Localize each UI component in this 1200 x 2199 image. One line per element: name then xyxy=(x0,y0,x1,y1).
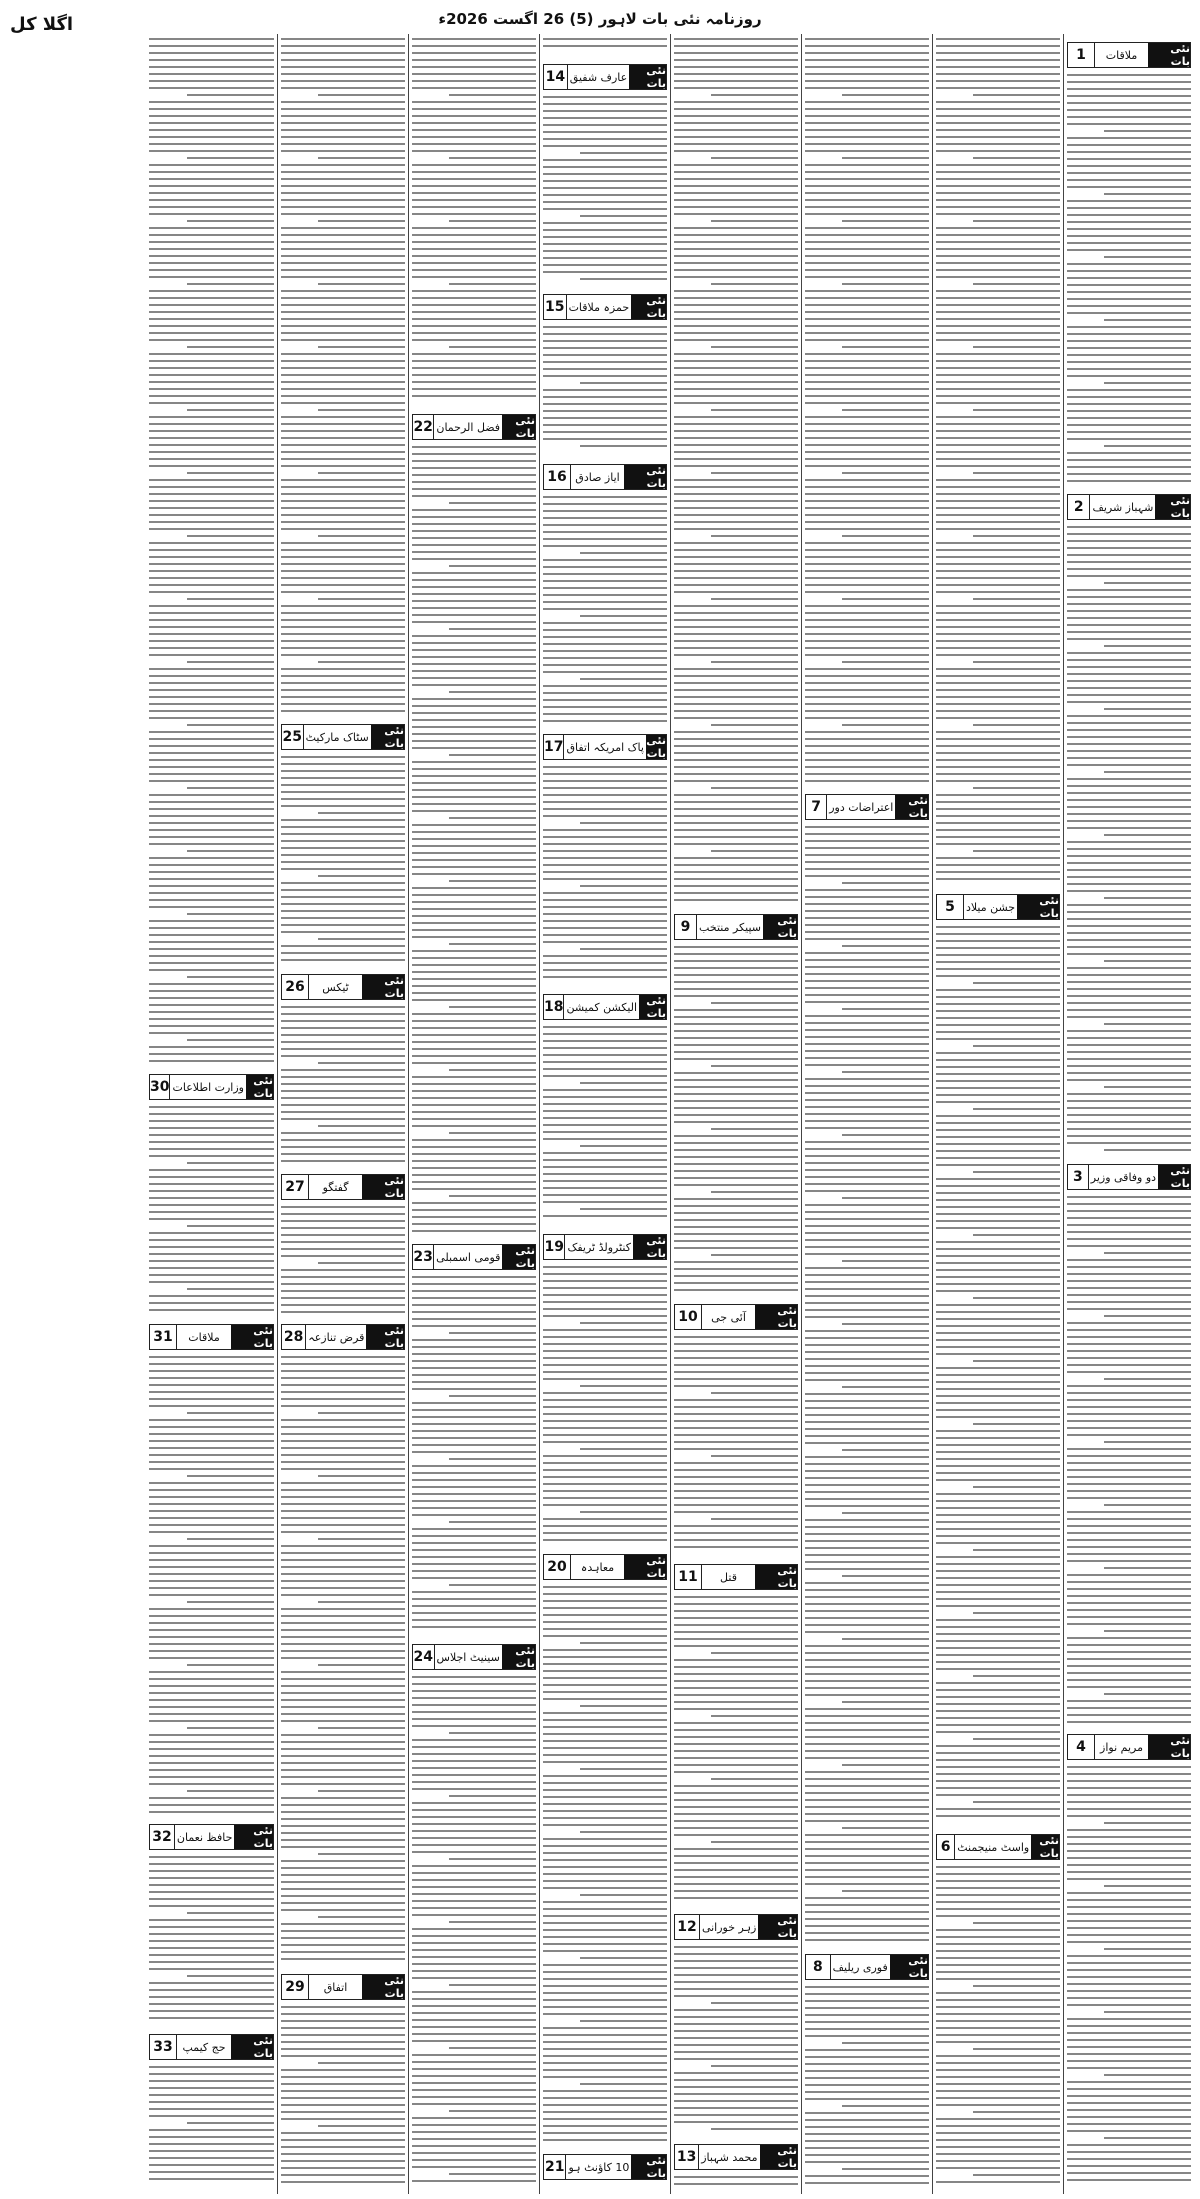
story-headline-box xyxy=(281,1324,405,1350)
date-line: روزنامہ نئی بات لاہور (5) 26 اگست 2026ء xyxy=(438,10,762,28)
article-text xyxy=(149,1356,274,1818)
story-number: 2 xyxy=(1068,495,1090,519)
brand-label: نئی بات xyxy=(624,465,666,489)
article-text xyxy=(149,1106,274,1318)
story-title: گفتگو xyxy=(322,1180,349,1194)
article-text xyxy=(543,496,667,728)
article-text xyxy=(281,1006,405,1168)
brand-label: نئی بات xyxy=(895,795,928,819)
brand-label: نئی بات xyxy=(362,975,404,999)
story-title: ملاقات xyxy=(188,1330,220,1344)
article-text xyxy=(543,1266,667,1548)
article-text xyxy=(1067,1766,1191,2190)
article-text xyxy=(281,38,405,718)
column-4 xyxy=(670,34,801,2194)
brand-label: نئی بات xyxy=(502,1245,535,1269)
story-number: 20 xyxy=(544,1555,571,1579)
story-title: جشن میلاد xyxy=(965,900,1016,914)
article-text xyxy=(281,756,405,968)
story-number: 25 xyxy=(282,725,304,749)
article-text xyxy=(936,926,1060,1828)
brand-label: نئی بات xyxy=(362,1975,404,1999)
story-number: 27 xyxy=(282,1175,309,1199)
story-title: کنٹرولڈ ٹریفک xyxy=(567,1240,631,1254)
article-text xyxy=(1067,526,1191,1158)
brand-label: نئی بات xyxy=(633,1235,666,1259)
article-text xyxy=(543,1586,667,2148)
story-headline-box xyxy=(412,414,536,440)
story-number: 5 xyxy=(937,895,964,919)
brand-label: نئی بات xyxy=(755,1305,797,1329)
brand-label: نئی بات xyxy=(231,1325,273,1349)
brand-label: نئی بات xyxy=(371,725,404,749)
story-number: 28 xyxy=(282,1325,306,1349)
article-text xyxy=(543,38,667,58)
article-text xyxy=(149,1856,274,2028)
story-headline-box xyxy=(543,1234,667,1260)
story-title: فوری ریلیف xyxy=(832,1960,888,1974)
column-5 xyxy=(539,34,670,2194)
article-text xyxy=(674,2176,798,2190)
article-text xyxy=(674,1946,798,2138)
story-headline-box xyxy=(149,1074,274,1100)
brand-label: نئی بات xyxy=(234,1825,273,1849)
article-text xyxy=(412,446,536,1238)
article-text xyxy=(149,2066,274,2190)
story-number: 4 xyxy=(1068,1735,1095,1759)
story-title: سپیکر منتخب xyxy=(699,920,761,934)
story-number: 17 xyxy=(544,735,564,759)
brand-label: نئی بات xyxy=(755,1565,797,1589)
article-text xyxy=(149,38,274,1068)
story-headline-box xyxy=(936,1834,1060,1860)
brand-label: نئی بات xyxy=(1148,43,1190,67)
story-title: فضل الرحمان xyxy=(436,420,501,434)
story-number: 21 xyxy=(544,2155,566,2179)
brand-label: نئی بات xyxy=(758,1915,797,1939)
brand-label: نئی بات xyxy=(639,995,666,1019)
story-headline-box xyxy=(674,1304,798,1330)
story-number: 32 xyxy=(150,1825,175,1849)
story-number: 11 xyxy=(675,1565,702,1589)
story-headline-box xyxy=(1067,1164,1191,1190)
brand-label: نئی بات xyxy=(1031,1835,1059,1859)
story-title: قتل xyxy=(720,1570,737,1584)
story-title: زہر خورانی xyxy=(701,1920,757,1934)
story-number: 16 xyxy=(544,465,571,489)
story-title: سینیٹ اجلاس xyxy=(436,1650,500,1664)
brand-label: نئی بات xyxy=(1017,895,1059,919)
story-headline-box xyxy=(543,734,667,760)
story-title: اتفاق xyxy=(323,1980,348,1994)
article-text xyxy=(805,826,929,1948)
story-title: سٹاک مارکیٹ xyxy=(305,730,369,744)
story-title: وزارت اطلاعات xyxy=(172,1080,244,1094)
story-title: اعتراضات دور xyxy=(829,800,894,814)
story-headline-box xyxy=(543,64,667,90)
story-title: ملاقات xyxy=(1105,48,1138,62)
story-number: 18 xyxy=(544,995,564,1019)
story-headline-box xyxy=(281,1174,405,1200)
brand-label: نئی بات xyxy=(890,1955,928,1979)
story-title: حج کیمپ xyxy=(182,2040,226,2054)
story-title: محمد شہباز xyxy=(701,2150,758,2164)
brand-label: نئی بات xyxy=(1158,1165,1190,1189)
brand-label: نئی بات xyxy=(1148,1735,1190,1759)
article-text xyxy=(1067,74,1191,488)
story-number: 29 xyxy=(282,1975,309,1999)
story-title: قومی اسمبلی xyxy=(436,1250,501,1264)
article-text xyxy=(543,766,667,988)
article-text xyxy=(805,1986,929,2190)
story-number: 30 xyxy=(150,1075,170,1099)
story-headline-box xyxy=(543,994,667,1020)
column-1 xyxy=(1063,34,1194,2194)
article-text xyxy=(674,1336,798,1558)
column-6 xyxy=(408,34,539,2194)
story-number: 19 xyxy=(544,1235,565,1259)
brand-label: نئی بات xyxy=(760,2145,798,2169)
story-number: 33 xyxy=(150,2035,177,2059)
story-title: شہباز شریف xyxy=(1092,500,1154,514)
story-headline-box xyxy=(674,2144,798,2170)
continued-label: اگلا کل xyxy=(10,14,74,35)
article-text xyxy=(674,38,798,908)
brand-label: نئی بات xyxy=(362,1175,404,1199)
story-headline-box xyxy=(281,974,405,1000)
story-title: حمزہ ملاقات xyxy=(568,300,630,314)
article-text xyxy=(412,1676,536,2190)
brand-label: نئی بات xyxy=(631,295,666,319)
story-headline-box xyxy=(674,1564,798,1590)
story-title: دو وفاقی وزیر xyxy=(1090,1170,1157,1184)
story-headline-box xyxy=(543,2154,667,2180)
article-text xyxy=(543,326,667,458)
story-number: 9 xyxy=(675,915,697,939)
story-number: 3 xyxy=(1068,1165,1089,1189)
story-headline-box xyxy=(281,724,405,750)
story-number: 10 xyxy=(675,1305,702,1329)
brand-label: نئی بات xyxy=(502,1645,535,1669)
story-number: 22 xyxy=(413,415,434,439)
story-title: معاہدہ xyxy=(580,1560,615,1574)
story-headline-box xyxy=(543,464,667,490)
column-3 xyxy=(801,34,932,2194)
story-title: آئی جی xyxy=(711,1310,746,1324)
article-text xyxy=(281,1356,405,1968)
article-text xyxy=(1067,1196,1191,1728)
article-text xyxy=(674,946,798,1298)
article-text xyxy=(281,1206,405,1318)
story-headline-box xyxy=(674,914,798,940)
story-title: عارف شفیق xyxy=(569,70,628,84)
article-text xyxy=(543,96,667,288)
brand-label: نئی بات xyxy=(366,1325,404,1349)
story-number: 26 xyxy=(282,975,309,999)
column-7 xyxy=(277,34,408,2194)
story-number: 8 xyxy=(806,1955,831,1979)
story-headline-box xyxy=(805,1954,929,1980)
story-number: 15 xyxy=(544,295,567,319)
brand-label: نئی بات xyxy=(629,65,666,89)
column-8 xyxy=(146,34,277,2194)
article-text xyxy=(281,2006,405,2190)
story-title: 10 کاؤنٹ ہو xyxy=(568,2160,630,2174)
story-title: پاک امریکہ اتفاق xyxy=(566,740,644,754)
brand-label: نئی بات xyxy=(624,1555,666,1579)
story-headline-box xyxy=(149,1824,274,1850)
story-number: 31 xyxy=(150,1325,177,1349)
story-title: واسٹ منیجمنٹ xyxy=(957,1840,1030,1854)
story-headline-box xyxy=(412,1644,536,1670)
story-headline-box xyxy=(281,1974,405,2000)
story-title: الیکشن کمیشن xyxy=(566,1000,638,1014)
brand-label: نئی بات xyxy=(246,1075,273,1099)
brand-label: نئی بات xyxy=(631,2155,666,2179)
story-headline-box xyxy=(1067,1734,1191,1760)
article-text xyxy=(805,38,929,788)
story-number: 7 xyxy=(806,795,827,819)
brand-label: نئی بات xyxy=(763,915,797,939)
article-text xyxy=(936,1866,1060,2190)
columns-container xyxy=(6,34,1194,2194)
article-text xyxy=(674,1596,798,1908)
story-headline-box xyxy=(412,1244,536,1270)
article-text xyxy=(543,1026,667,1228)
story-title: مریم نواز xyxy=(1100,1740,1143,1754)
story-number: 1 xyxy=(1068,43,1095,67)
story-title: ایاز صادق xyxy=(575,470,620,484)
story-number: 6 xyxy=(937,1835,955,1859)
story-headline-box xyxy=(1067,494,1191,520)
story-headline-box xyxy=(674,1914,798,1940)
brand-label: نئی بات xyxy=(502,415,535,439)
story-headline-box xyxy=(543,1554,667,1580)
story-number: 23 xyxy=(413,1245,434,1269)
story-headline-box xyxy=(1067,42,1191,68)
article-text xyxy=(936,38,1060,888)
story-number: 13 xyxy=(675,2145,699,2169)
brand-label: نئی بات xyxy=(1155,495,1190,519)
story-title: قرض تنازعہ xyxy=(308,1330,365,1344)
story-headline-box xyxy=(149,2034,274,2060)
article-text xyxy=(412,1276,536,1638)
brand-label: نئی بات xyxy=(231,2035,273,2059)
story-title: ٹیکس xyxy=(322,980,349,994)
story-headline-box xyxy=(805,794,929,820)
article-text xyxy=(412,38,536,408)
story-title: حافظ نعمان xyxy=(176,1830,233,1844)
story-number: 14 xyxy=(544,65,568,89)
masthead xyxy=(0,6,1200,34)
story-headline-box xyxy=(543,294,667,320)
story-number: 24 xyxy=(413,1645,435,1669)
story-headline-box xyxy=(936,894,1060,920)
story-headline-box xyxy=(149,1324,274,1350)
column-2 xyxy=(932,34,1063,2194)
story-number: 12 xyxy=(675,1915,700,1939)
brand-label: نئی بات xyxy=(646,734,666,760)
